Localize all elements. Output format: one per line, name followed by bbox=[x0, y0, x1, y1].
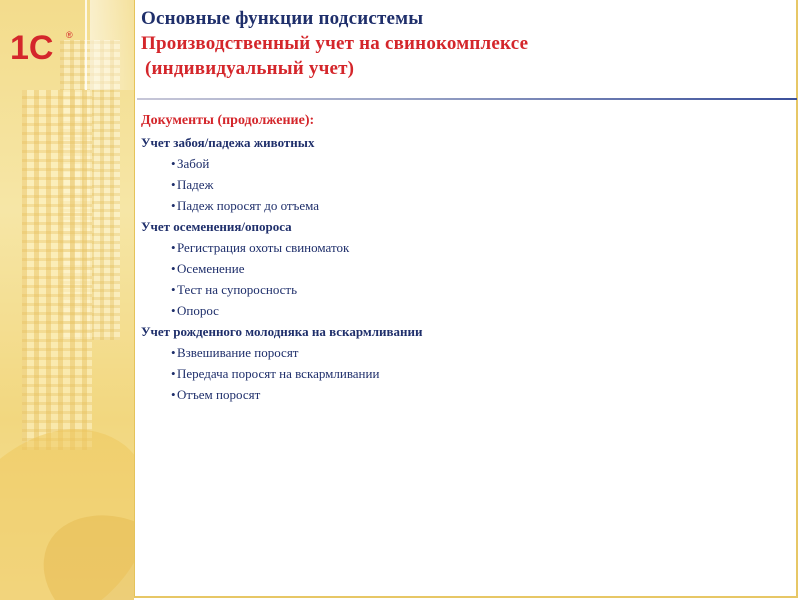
slide-body bbox=[141, 110, 781, 405]
list-item bbox=[141, 195, 781, 216]
decorative-stripe bbox=[85, 0, 87, 90]
list-item bbox=[141, 174, 781, 195]
bullet-icon: • bbox=[171, 198, 176, 213]
registered-mark: ® bbox=[66, 30, 73, 40]
list-item bbox=[141, 342, 781, 363]
decorative-accent bbox=[90, 0, 134, 90]
list-item-text: Забой bbox=[177, 156, 210, 171]
bullet-icon: • bbox=[171, 282, 176, 297]
list-item bbox=[141, 384, 781, 405]
group-heading-piglets: Учет рожденного молодняка на вскармливании bbox=[141, 324, 423, 339]
list-item bbox=[141, 258, 781, 279]
section-heading: Документы (продолжение): bbox=[141, 113, 315, 128]
bullet-icon: • bbox=[171, 261, 176, 276]
list-item bbox=[141, 153, 781, 174]
bullet-icon: • bbox=[171, 177, 176, 192]
background-building-image bbox=[22, 90, 92, 450]
list-item bbox=[141, 279, 781, 300]
bullet-icon: • bbox=[171, 240, 176, 255]
list-item bbox=[141, 237, 781, 258]
bullet-icon: • bbox=[171, 366, 176, 381]
list-item-text: Падеж поросят до отъема bbox=[177, 198, 320, 213]
1c-logo bbox=[8, 26, 78, 66]
list-item bbox=[141, 363, 781, 384]
list-item-text: Отъем поросят bbox=[177, 387, 261, 402]
bullet-icon: • bbox=[171, 387, 176, 402]
slide-content-panel bbox=[134, 0, 798, 598]
list-item-text: Опорос bbox=[177, 303, 219, 318]
bullet-icon: • bbox=[171, 156, 176, 171]
list-item-text: Падеж bbox=[177, 177, 214, 192]
group-heading-insemination: Учет осеменения/опороса bbox=[141, 219, 292, 234]
list-item-text: Осеменение bbox=[177, 261, 245, 276]
bullet-icon: • bbox=[171, 303, 176, 318]
list-item-text: Тест на супоросность bbox=[177, 282, 298, 297]
list-item-text: Взвешивание поросят bbox=[177, 345, 299, 360]
list-item-text: Регистрация охоты свиноматок bbox=[177, 240, 350, 255]
title-line-3: (индивидуальный учет) bbox=[145, 58, 355, 79]
logo-text: 1С bbox=[10, 29, 54, 66]
title-line-2: Производственный учет на свинокомплексе bbox=[141, 33, 529, 54]
decorative-side-panel bbox=[0, 0, 134, 600]
title-divider bbox=[137, 98, 797, 100]
bullet-icon: • bbox=[171, 345, 176, 360]
title-line-1: Основные функции подсистемы bbox=[141, 8, 424, 29]
group-heading-slaughter: Учет забоя/падежа животных bbox=[141, 135, 315, 150]
list-item bbox=[141, 300, 781, 321]
list-item-text: Передача поросят на вскармливании bbox=[177, 366, 380, 381]
slide-title bbox=[141, 6, 791, 81]
